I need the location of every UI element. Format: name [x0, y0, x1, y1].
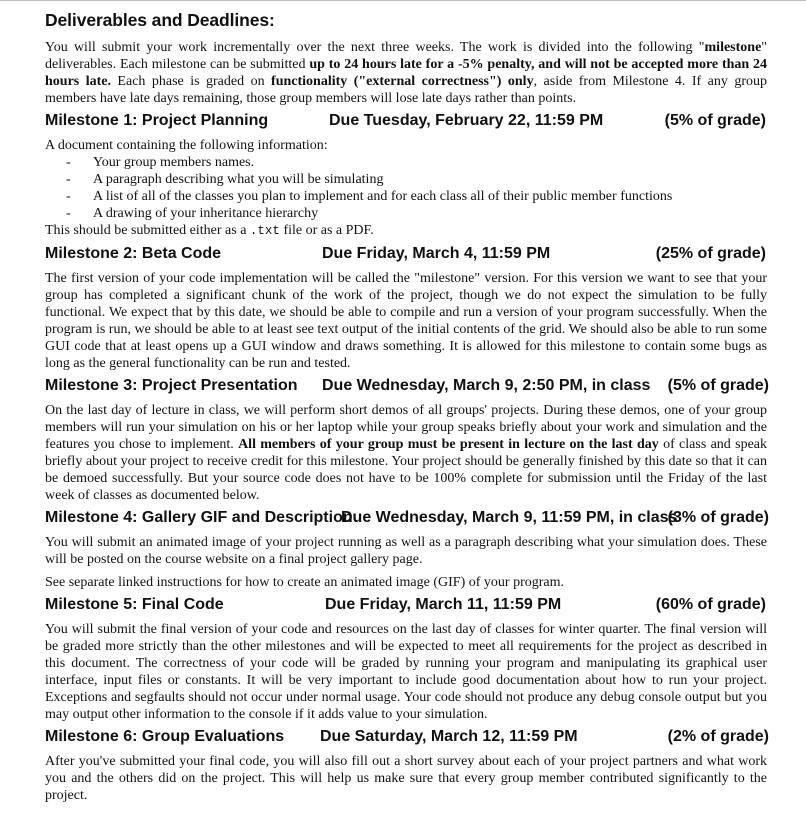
milestone-2-grade: (25% of grade) [655, 245, 766, 262]
txt-extension: .txt [249, 224, 280, 238]
milestone-2-due: Due Friday, March 4, 11:59 PM [322, 245, 551, 262]
intro-paragraph: You will submit your work incrementally over the next three weeks. The work is divided into the following "milestone" deliverables. Each milestone can be submitted up to 24 hours late for a -5% penalty, and will not be accepted more than 24 hours late. Each phase is graded on functionality ("external correctness") only, aside from Milestone 4. If any group members have late days remaining, those group members will lose late days rather than points. [45, 40, 768, 106]
milestone-4-heading [45, 509, 767, 530]
milestone-2-name: Milestone 2: Beta Code [45, 245, 222, 262]
milestone-1-name: Milestone 1: Project Planning [45, 112, 269, 129]
milestone-1-due: Due Tuesday, February 22, 11:59 PM [329, 112, 604, 129]
milestone-3-grade: (5% of grade) [667, 377, 769, 394]
section-title: Deliverables and Deadlines: [45, 10, 275, 30]
milestone-6-body: After you've submitted your final code, you will also fill out a short survey about each of your project partners and what work you and the others did on the project. This will help us make sure that every group member contributed significantly to the project. [45, 754, 767, 803]
list-item: - A drawing of your inheritance hierarchy [66, 205, 767, 222]
milestone-6-due: Due Saturday, March 12, 11:59 PM [320, 728, 578, 745]
milestone-6-heading [45, 728, 767, 749]
milestone-2-body: The first version of your code implementation will be called the "milestone" version. For this version we want to see that your group has completed a significant chunk of the work of the project, though we do not expect the simulation to be fully functional. We expect that by this date, we should be able to compile and run a version of your program successfully. When the program is run, we should be able to at least see text output of the initial contents of the grid. We should also be able to run some GUI code that at least opens up a GUI window and draws something. It is allowed for this milestone to contain some bugs as long as the general functionality can be run and tested. [45, 271, 767, 371]
milestone-4-name: Milestone 4: Gallery GIF and Description [45, 509, 353, 526]
milestone-1-lead: A document containing the following information: [45, 138, 328, 153]
milestone-5-name: Milestone 5: Final Code [45, 596, 224, 613]
milestone-1-submission-note: This should be submitted either as a .txt file or as a PDF. [45, 223, 374, 238]
milestone-4-body: You will submit an animated image of your project running as well as a paragraph describing what your simulation does. These will be posted on the course website on a final project gallery page. [45, 535, 767, 567]
milestone-3-heading [45, 377, 767, 398]
list-item: - A list of all of the classes you plan to implement and for each class all of their public member functions [66, 188, 767, 205]
milestone-3-body: On the last day of lecture in class, we will perform short demos of all groups' projects. During these demos, one of your group members will run your simulation on his or her laptop while your group speaks briefly about your work and simulation and the features you chose to implement. All members of your group must be present in lecture on the last day of class and speak briefly about your project to receive credit for this milestone. Your project should be generally finished by this date so that it can be demoed successfully. But your source code does not have to be 100% complete for submission until the Friday of the last week of classes as documented below. [45, 403, 768, 503]
milestone-4-grade: (3% of grade) [667, 509, 769, 526]
list-item: - Your group members names. [66, 154, 767, 171]
milestone-1-list [45, 154, 767, 222]
top-divider [0, 0, 806, 1]
milestone-2-heading [45, 245, 767, 266]
milestone-5-grade: (60% of grade) [655, 596, 766, 613]
milestone-3-due: Due Wednesday, March 9, 2:50 PM, in class [322, 377, 651, 394]
milestone-3-name: Milestone 3: Project Presentation [45, 377, 298, 394]
milestone-1-heading [45, 112, 767, 133]
milestone-5-heading [45, 596, 767, 617]
milestone-5-due: Due Friday, March 11, 11:59 PM [325, 596, 562, 613]
milestone-4-due: Due Wednesday, March 9, 11:59 PM, in class [341, 509, 678, 526]
milestone-4-note: See separate linked instructions for how to create an animated image (GIF) of your program. [45, 575, 564, 590]
milestone-5-body: You will submit the final version of your code and resources on the last day of classes for winter quarter. The final version will be graded more strictly than the other milestones and will be expected to meet all requirements for the project as described in this document. The correctness of your code will be graded by running your program and manipulating its graphical user interface, input files or constants. It will be very important to include good documentation about how to run your project. Exceptions and segfaults should not occur under normal usage. Your code should not produce any debug console output but you may output other information to the console if it adds value to your simulation. [45, 622, 767, 722]
list-item: - A paragraph describing what you will be simulating [66, 171, 767, 188]
document-page [45, 10, 767, 804]
milestone-6-grade: (2% of grade) [667, 728, 769, 745]
milestone-1-grade: (5% of grade) [664, 112, 766, 129]
milestone-6-name: Milestone 6: Group Evaluations [45, 728, 285, 745]
